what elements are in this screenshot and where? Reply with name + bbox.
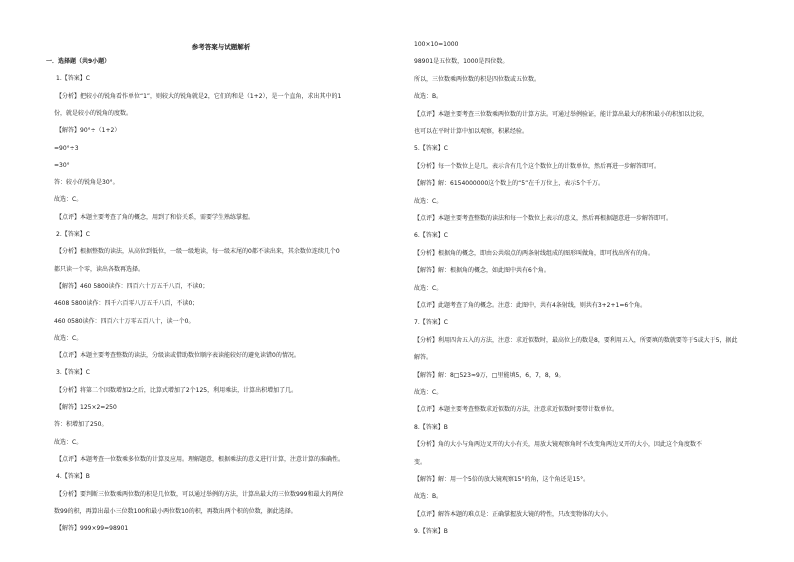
- text-line: 【点评】解答本题的难点是：正确掌握放大镜的特性，只改变物体的大小。: [414, 510, 613, 518]
- text-line: 答：积增加了250。: [54, 421, 108, 429]
- text-line: 【分析】利用四舍五入的方法，注意：求近似数时，最高位上的数是8，要利用五入，所要填的数就要等于5或大于5，据此: [414, 336, 738, 344]
- text-line: 故选：C。: [54, 334, 83, 342]
- document-title: 参考答案与试题解析: [191, 43, 251, 51]
- text-line: 故选：C。: [54, 438, 83, 446]
- text-line: 都只读一个零，读出各数再选择。: [54, 265, 145, 273]
- text-line: 6.【答案】C: [414, 232, 448, 240]
- text-line: 【分析】将第二个因数增加2之后，比算式增加了2个125，利用乘法，计算出积增加了几。: [56, 386, 298, 394]
- text-line: 【解答】解：根据角的概念，如此图中共有6个角。: [414, 267, 550, 275]
- text-line: 故选：C。: [414, 284, 443, 292]
- text-line: 所以，三位数乘两位数的积是四位数或五位数。: [414, 75, 541, 83]
- text-line: 1.【答案】C: [56, 75, 90, 83]
- text-line: 3.【答案】C: [56, 369, 90, 377]
- text-line: 【分析】角的大小与角两边叉开的大小有关，用放大镜观察角时不改变角两边叉开的大小，因此这个角度数不: [414, 441, 703, 449]
- text-line: 9.【答案】B: [414, 528, 448, 536]
- text-line: 答：较小的锐角是30°。: [54, 179, 119, 187]
- text-line: 故选：C。: [414, 389, 443, 396]
- text-line: 【分析】把较小的锐角看作单位“1”，则较大的锐角就是2，它们的和是（1+2），是一个直角，求出其中的1: [56, 92, 342, 100]
- text-line: 变。: [414, 458, 427, 466]
- text-line: 5.【答案】C: [414, 145, 448, 153]
- text-line: 98901是五位数，1000是四位数。: [414, 58, 509, 66]
- text-line: 7.【答案】C: [414, 319, 448, 327]
- text-line: 【解答】解：用一个5倍的放大镜观察15°的角，这个角还是15°。: [414, 476, 590, 483]
- text-line: 【解答】125×2=250: [56, 404, 117, 411]
- text-line: 【解答】999×99=98901: [56, 525, 129, 533]
- text-line: 100×10=1000: [414, 41, 459, 48]
- text-line: 【点评】本题主要考查三位数乘两位数的计算方法。可通过举例验证，能计算出最大的积和最小的积加以比较，: [414, 110, 709, 118]
- text-line: 份，就是较小的锐角的度数。: [54, 109, 133, 117]
- text-line: 460 0580读作：四百六十万零五百八十，读一个0。: [54, 317, 195, 325]
- text-line: 【分析】要判断三位数乘两位数的积是几位数，可以通过举例的方法，计算出最大的三位数999和最大的两位: [56, 490, 344, 498]
- text-line: 故选：B。: [414, 93, 443, 101]
- text-line: 解答。: [414, 354, 433, 362]
- text-line: 故选：C。: [54, 196, 83, 204]
- text-line: 故选：B。: [414, 493, 443, 501]
- text-line: 【解答】解：6154000000这个数上的“5”在千万位上，表示5个千万。: [414, 180, 605, 188]
- text-line: 【点评】本题主要考查整数的读法和每一个数位上表示的意义，然后再根据题意进一步解答即可。: [414, 215, 673, 222]
- text-line: 【解答】460 5800读作：四百六十万五千八百，不读0；: [56, 282, 209, 290]
- text-line: 【分析】根据角的概念，即由公共端点的两条射线组成的图形叫做角，即可找出所有的角。: [414, 249, 655, 257]
- text-line: 也可以在平时计算中加以观察，积累经验。: [414, 128, 529, 135]
- text-line: 【点评】本题主要考查整数求近似数的方法，注意求近似数时要带计数单位。: [414, 406, 619, 414]
- text-line: 一．选择题（共9小题）: [46, 58, 111, 65]
- text-line: 2.【答案】C: [56, 231, 90, 238]
- text-line: 【分析】根据整数的读法，从高位到低位，一级一级地读，每一级末尾的0都不读出来，其余数位连续几个0: [56, 248, 340, 256]
- text-line: =30°: [54, 161, 70, 169]
- text-line: 故选：C。: [414, 197, 443, 205]
- text-line: 4.【答案】B: [56, 473, 90, 481]
- text-line: 8.【答案】B: [414, 423, 448, 431]
- text-line: 数99的积，再算出最小三位数100和最小两位数10的积，再数出两个积的位数，据此选择。: [54, 507, 297, 515]
- text-line: 【点评】本题考查一位数乘多位数的计算及应用。理解题意，根据乘法的意义进行计算，注意计算的准确性。: [56, 455, 345, 463]
- text-line: 4608 5800读作：四千六百零八万五千八百，不读0；: [54, 300, 199, 308]
- text-line: 【点评】本题主要考查整数的读法，分级读或借助数位顺序表读能较好的避免读错0的情况。: [56, 352, 300, 360]
- text-line: 【解答】解：8□523≈9万，□里能填5，6，7，8，9。: [414, 371, 565, 379]
- text-line: 【点评】本题主要考查了角的概念，用到了和倍关系，需要学生熟练掌握。: [56, 213, 255, 221]
- text-line: 【解答】90°÷（1+2）: [56, 127, 121, 135]
- text-line: =90°÷3: [54, 144, 79, 152]
- text-line: 【分析】每一个数位上是几，表示含有几个这个数位上的计数单位，然后再进一步解答即可。: [414, 162, 661, 170]
- text-line: 【点评】此题考查了角的概念。注意：此图中，共有4条射线，则共有3+2+1=6个角。: [414, 302, 647, 309]
